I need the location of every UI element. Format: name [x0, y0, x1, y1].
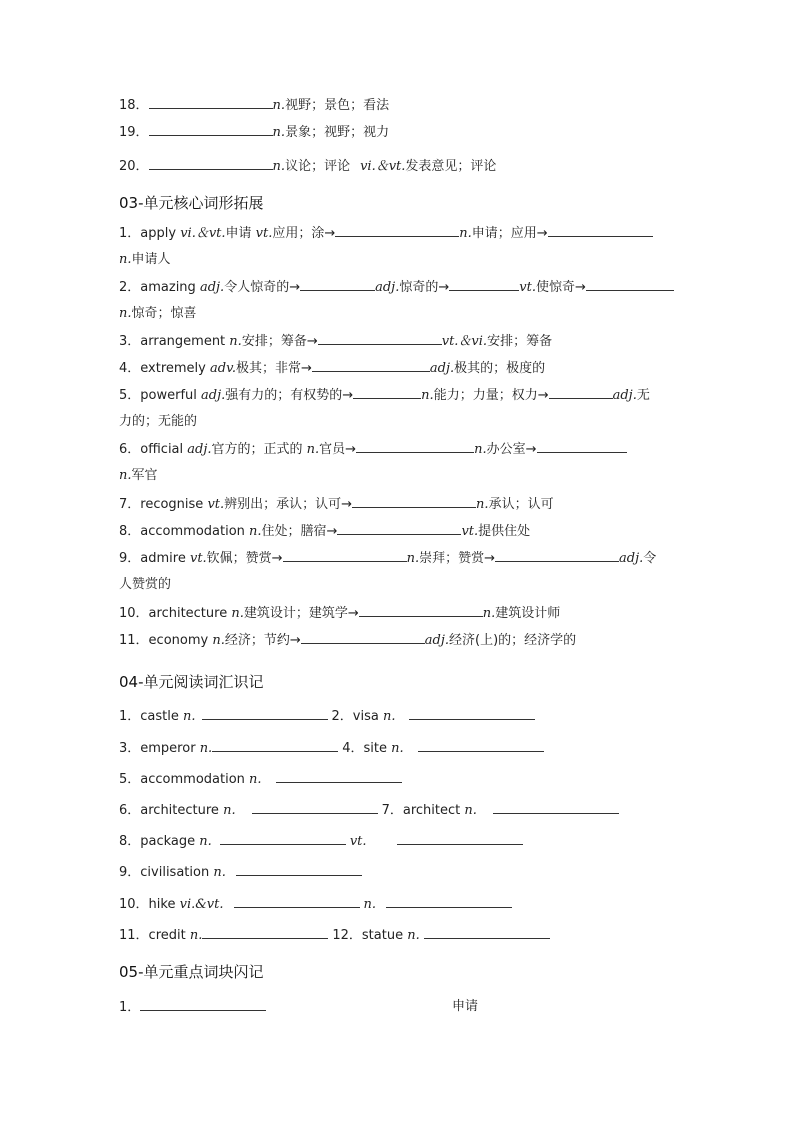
word: 8．package — [119, 834, 200, 849]
word: 8．accommodation — [119, 524, 250, 539]
pos-label: n. — [306, 442, 320, 457]
pos-label: n. — [231, 606, 244, 621]
meaning: 官方的；正式的 — [211, 442, 307, 457]
meaning: 议论；评论 — [285, 159, 351, 174]
word: 5．powerful — [119, 388, 202, 403]
pos-label: n. — [421, 388, 434, 403]
item-number: 19． — [119, 125, 149, 140]
answer-blank[interactable] — [493, 801, 619, 814]
answer-blank[interactable] — [335, 224, 459, 237]
answer-blank[interactable] — [149, 96, 273, 109]
item-18 — [119, 96, 389, 115]
meaning: 军官 — [131, 468, 158, 483]
reading-row-6 — [119, 863, 362, 882]
section-heading-04: 04-单元阅读词汇识记 — [119, 673, 264, 691]
pos-label: adj. — [201, 388, 226, 403]
answer-blank[interactable] — [283, 549, 407, 562]
pos-label: adj. — [199, 280, 225, 295]
item-number: 18． — [119, 98, 149, 113]
answer-blank[interactable] — [386, 895, 512, 908]
section-heading-03: 03-单元核心词形拓展 — [119, 194, 264, 212]
meaning: 惊奇；惊喜 — [131, 306, 197, 321]
pos-label: vt. — [519, 280, 536, 295]
reading-row-1 — [119, 707, 535, 726]
word: 7．architect — [381, 803, 465, 818]
answer-blank[interactable] — [202, 926, 328, 939]
answer-blank[interactable] — [586, 278, 674, 291]
word: 5．accommodation — [119, 772, 250, 787]
item-03-10 — [119, 604, 560, 623]
word: 1．apply — [119, 226, 181, 241]
answer-blank[interactable] — [276, 770, 402, 783]
word: 10．hike — [119, 897, 180, 912]
pos-label: n. — [249, 772, 262, 787]
word: 6．official — [119, 442, 188, 457]
pos-label: n. — [474, 442, 487, 457]
answer-blank[interactable] — [234, 895, 360, 908]
word: 11．economy — [119, 633, 213, 648]
pos-label: n. — [476, 497, 489, 512]
answer-blank[interactable] — [149, 157, 273, 170]
answer-blank[interactable] — [140, 998, 266, 1011]
item-03-8 — [119, 522, 530, 541]
answer-blank[interactable] — [318, 332, 442, 345]
pos-label: n. — [482, 606, 496, 621]
meaning: 申请 — [225, 226, 256, 241]
reading-row-5 — [119, 832, 523, 851]
answer-blank[interactable] — [202, 707, 328, 720]
item-03-5-cont — [119, 413, 197, 431]
pos-label: vi.＆vt. — [180, 226, 226, 241]
pos-label: n. — [272, 125, 286, 140]
meaning: 人赞赏的 — [119, 577, 172, 592]
meaning: 力的；无能的 — [119, 414, 198, 429]
meaning: 惊奇的→ — [399, 280, 450, 295]
answer-blank[interactable] — [449, 278, 519, 291]
item-03-6-cont — [119, 467, 158, 485]
answer-blank[interactable] — [236, 863, 362, 876]
word: 12．statue — [332, 928, 408, 943]
pos-label: n. — [119, 306, 132, 321]
meaning: 安排；筹备 — [487, 334, 553, 349]
answer-blank[interactable] — [418, 739, 544, 752]
meaning: 申请；应用→ — [471, 226, 548, 241]
section-heading-05: 05-单元重点词块闪记 — [119, 963, 264, 981]
word: 7．recognise — [119, 497, 208, 512]
meaning: 极其的；极度的 — [454, 361, 546, 376]
pos-label: vt. — [349, 834, 367, 849]
item-03-5 — [119, 386, 650, 405]
meaning: 令人惊奇的→ — [224, 280, 301, 295]
chunk-meaning: 申请 — [452, 999, 479, 1014]
pos-label: n. — [272, 159, 286, 174]
pos-label: n. — [406, 551, 420, 566]
pos-label: n. — [199, 741, 213, 756]
meaning: 景象；视野；视力 — [285, 125, 390, 140]
answer-blank[interactable] — [549, 386, 613, 399]
word: 1．castle — [119, 709, 183, 724]
answer-blank[interactable] — [301, 631, 425, 644]
word: 2．amazing — [119, 280, 200, 295]
item-03-2-cont — [119, 305, 197, 323]
answer-blank[interactable] — [424, 926, 550, 939]
pos-label: n. — [119, 468, 132, 483]
item-03-1-cont — [119, 251, 171, 269]
pos-label: vt. — [255, 226, 273, 241]
pos-label: n. — [212, 633, 225, 648]
pos-label: vi.＆vt. — [360, 159, 406, 174]
meaning: 钦佩；赞赏→ — [206, 551, 283, 566]
meaning: 视野；景色；看法 — [285, 98, 390, 113]
meaning: 崇拜；赞赏→ — [419, 551, 495, 566]
pos-label: adj. — [375, 280, 400, 295]
meaning: 承认；认可 — [488, 497, 554, 512]
pos-label: n. — [363, 897, 377, 912]
pos-label: vt. — [189, 551, 207, 566]
meaning: 经济(上)的；经济学的 — [449, 633, 577, 648]
meaning: 无 — [636, 388, 650, 403]
pos-label: n. — [391, 741, 404, 756]
pos-label: n. — [199, 834, 212, 849]
reading-row-7 — [119, 895, 512, 914]
word: 3．arrangement — [119, 334, 230, 349]
meaning: 辨别出；承认；认可→ — [224, 497, 353, 512]
meaning: 提供住处 — [478, 524, 531, 539]
item-03-9-cont — [119, 576, 171, 594]
item-19 — [119, 123, 389, 142]
word: 11．credit — [119, 928, 190, 943]
item-03-11 — [119, 631, 576, 650]
item-03-7 — [119, 495, 554, 514]
pos-label: n. — [407, 928, 420, 943]
word: 3．emperor — [119, 741, 200, 756]
answer-blank[interactable] — [548, 224, 653, 237]
meaning: 申请人 — [131, 252, 171, 267]
item-20 — [119, 157, 496, 176]
answer-blank[interactable] — [337, 522, 461, 535]
meaning: 应用；涂→ — [272, 226, 336, 241]
answer-blank[interactable] — [537, 440, 627, 453]
pos-label: n. — [382, 709, 396, 724]
meaning: 极其；非常→ — [236, 361, 312, 376]
meaning: 官员→ — [319, 442, 357, 457]
meaning: 建筑设计师 — [495, 606, 561, 621]
pos-label: n. — [459, 226, 472, 241]
meaning: 经济；节约→ — [224, 633, 301, 648]
answer-blank[interactable] — [495, 549, 619, 562]
meaning: 建筑设计；建筑学→ — [243, 606, 359, 621]
meaning: 办公室→ — [486, 442, 537, 457]
pos-label: adj. — [187, 442, 212, 457]
meaning: 强有力的；有权势的→ — [225, 388, 354, 403]
pos-label: n. — [272, 98, 286, 113]
reading-row-2 — [119, 739, 544, 758]
item-number: 1． — [119, 1000, 141, 1015]
answer-blank[interactable] — [353, 386, 421, 399]
word: 6．architecture — [119, 803, 224, 818]
meaning: 令 — [643, 551, 657, 566]
pos-label: n. — [183, 709, 196, 724]
pos-label: n. — [464, 803, 477, 818]
item-03-2 — [119, 278, 674, 297]
word: 9．admire — [119, 551, 190, 566]
pos-label: adj. — [424, 633, 449, 648]
pos-label: n. — [189, 928, 203, 943]
pos-label: adj. — [619, 551, 644, 566]
pos-label: adj. — [612, 388, 637, 403]
word: 4．site — [342, 741, 392, 756]
meaning: 使惊奇→ — [535, 280, 586, 295]
reading-row-8 — [119, 926, 550, 945]
meaning: 安排；筹备→ — [241, 334, 318, 349]
pos-label: n. — [223, 803, 236, 818]
pos-label: n. — [229, 334, 242, 349]
meaning: 住处；膳宿→ — [261, 524, 338, 539]
pos-label: vt.＆vi. — [441, 334, 488, 349]
answer-blank[interactable] — [397, 832, 523, 845]
pos-label: adv. — [210, 361, 237, 376]
reading-row-4 — [119, 801, 619, 820]
word: 2．visa — [331, 709, 383, 724]
answer-blank[interactable] — [312, 359, 430, 372]
item-number: 20． — [119, 159, 149, 174]
item-03-6 — [119, 440, 627, 459]
item-03-4 — [119, 359, 545, 378]
reading-row-3 — [119, 770, 402, 789]
answer-blank[interactable] — [149, 123, 273, 136]
item-03-9 — [119, 549, 656, 568]
pos-label: vi.&vt. — [179, 897, 224, 912]
pos-label: vt. — [461, 524, 479, 539]
answer-blank[interactable] — [409, 707, 535, 720]
answer-blank[interactable] — [220, 832, 346, 845]
word: 4．extremely — [119, 361, 210, 376]
pos-label: n. — [249, 524, 262, 539]
pos-label: n. — [119, 252, 132, 267]
answer-blank[interactable] — [300, 278, 375, 291]
answer-blank[interactable] — [352, 495, 476, 508]
meaning: 能力；力量；权力→ — [433, 388, 549, 403]
word: 9．civilisation — [119, 865, 214, 880]
item-03-1 — [119, 224, 653, 243]
answer-blank[interactable] — [359, 604, 483, 617]
word: 10．architecture — [119, 606, 232, 621]
pos-label: n. — [213, 865, 226, 880]
pos-label: vt. — [207, 497, 225, 512]
answer-blank[interactable] — [212, 739, 338, 752]
chunk-item-1 — [119, 998, 266, 1017]
answer-blank[interactable] — [252, 801, 378, 814]
item-03-3 — [119, 332, 552, 351]
meaning: 发表意见；评论 — [405, 159, 497, 174]
pos-label: adj. — [429, 361, 455, 376]
answer-blank[interactable] — [356, 440, 474, 453]
